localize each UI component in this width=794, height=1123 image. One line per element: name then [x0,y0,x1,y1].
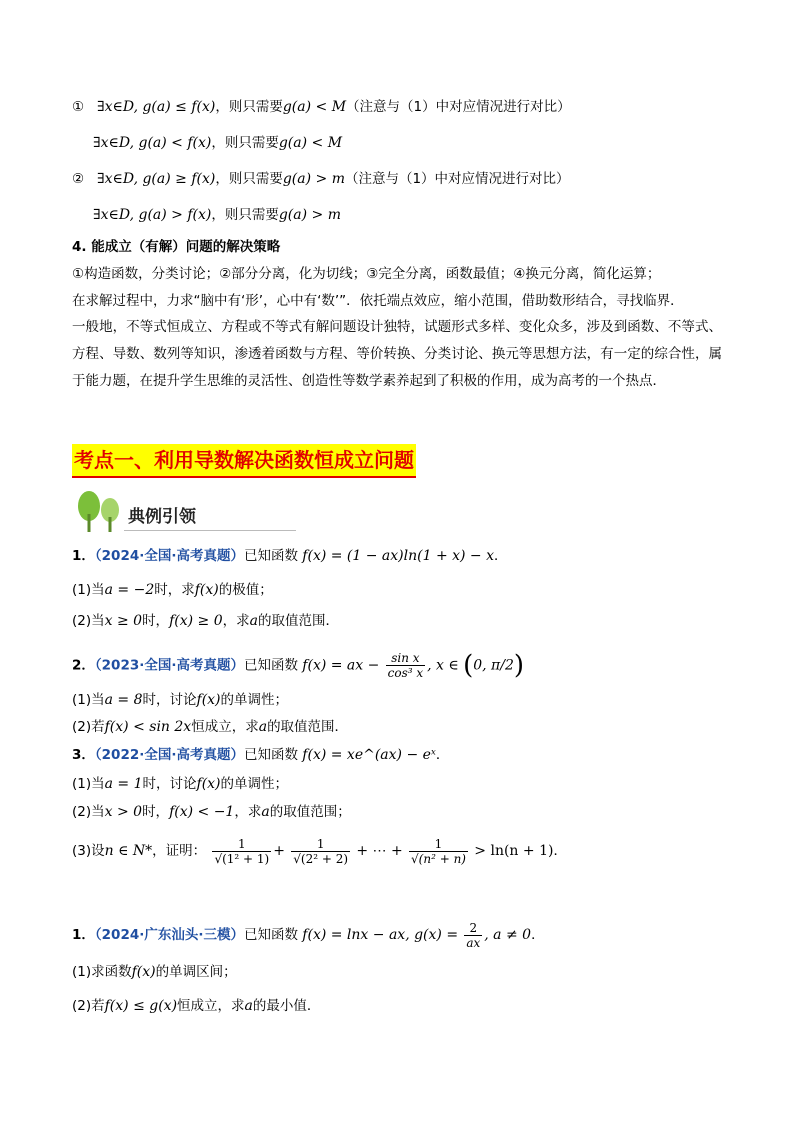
text: 已知函数 [244,747,298,763]
item-number: ② [72,171,85,187]
text: 求函数 [91,964,132,980]
math-expression: f(x) = lnx − ax, g(x) = [302,927,459,943]
fraction [212,837,271,866]
text: 当 [91,613,105,629]
text: 的单调性； [220,692,289,708]
fraction [386,651,426,680]
math-expression: g(a) < M [278,135,343,151]
math-expression: f(x) [194,582,219,598]
practice-1-part-1 [72,962,237,982]
text: 的单调区间； [155,964,237,980]
text: 时，讨论 [142,692,197,708]
text: 当 [91,692,105,708]
fraction-denominator: cos³ x [387,666,424,680]
math-expression: ∃x∈D, g(a) ≤ f(x) [96,99,216,115]
q2-part-2 [72,717,348,737]
math-expression: g(a) > m [278,207,341,223]
math-expression: 0, π/2 [473,657,514,674]
math-expression: g(a) < M [282,99,347,115]
q3-part-3: (3)设n ∈ N*，证明： $\frac{1}{\text{√(1² + 1)}}$ + $\frac{1}{\text{√(2² + 2)}}$ + ⋯ + $\frac{1}{\text{√(n² + n)}}$ > ln(n + 1)． [72,836,567,866]
question-number: 1． [72,548,95,564]
note: （注意与（1）中对应情况进行对比） [344,171,570,187]
part-label: (1) [72,582,92,598]
text: ，则只需要 [211,135,279,151]
condition-2a [72,169,570,189]
practice-question-1 [72,920,545,950]
fraction-numerator: 1 [238,836,246,851]
text: 已知函数 [244,548,298,564]
text: ，则只需要 [215,171,283,187]
text: 已知函数 [244,657,298,674]
text: ． [553,843,567,859]
text: 的最小值． [252,998,321,1014]
strategy-line-2: 在求解过程中，力求“脑中有‘形’，心中有‘数’”．依托端点效应，缩小范围，借助数形结合，寻找临界． [72,293,684,309]
condition-2b [93,205,341,225]
fraction-denominator: √(n² + n) [411,851,466,866]
fraction-numerator: 1 [434,836,443,851]
text: 当 [91,776,105,792]
text: 的极值； [218,582,273,598]
math-expression: f(x) = ax − [302,657,380,674]
part-label: (3) [72,843,92,859]
math-expression: f(x) [131,964,156,980]
question-number: 2． [72,657,95,674]
part-label: (2) [72,719,92,735]
question-source: （2024·全国·高考真题） [94,548,244,564]
math-expression: f(x) < sin 2x [104,719,192,735]
part-label: (1) [72,692,92,708]
math-expression: , a ≠ 0 [484,927,532,943]
left-paren: ( [463,650,474,681]
math-expression: ∃x∈D, g(a) ≥ f(x) [96,171,216,187]
example-question-3 [72,745,449,765]
part-label: (2) [72,613,92,629]
note: （注意与（1）中对应情况进行对比） [346,99,571,115]
q2-part-1 [72,690,288,710]
q1-part-2 [72,611,339,631]
math-expression: f(x) = xe^(ax) − eˣ [302,747,436,763]
condition-1a [72,97,571,117]
math-expression: > ln(n + 1) [474,843,554,859]
text: 的取值范围； [269,804,351,820]
fraction [409,837,468,866]
text: 时， [142,804,170,820]
text: 的单调性； [220,776,289,792]
text: 时，求 [154,582,195,598]
tree-icon [74,490,124,534]
text: 的取值范围． [257,613,339,629]
condition-1b [93,133,342,153]
math-expression: x ≥ 0 [104,613,143,629]
text: ． [531,927,545,943]
math-expression: ∃x∈D, g(a) < f(x) [93,135,212,151]
divider [124,530,296,531]
part-label: (2) [72,998,92,1014]
question-source: （2023·全国·高考真题） [94,657,244,674]
text: ，证明： [152,843,207,859]
text: ． [494,548,508,564]
math-expression: , x ∈ [427,657,459,674]
text: ，则只需要 [211,207,279,223]
example-heading [74,490,234,532]
text: 时， [142,613,170,629]
math-expression: + ⋯ + [356,843,403,859]
strategy-line-1: ①构造函数，分类讨论；②部分分离，化为切线；③完全分离，函数最值；④换元分离，简化运算； [72,266,661,282]
fraction-denominator: ax [466,935,481,950]
text: 的取值范围． [267,719,349,735]
item-number: ① [72,99,85,115]
math-expression: a = −2 [104,582,155,598]
strategy-paragraph: 一般地，不等式恒成立、方程或不等式有解问题设计独特，试题形式多样、变化众多，涉及到函数、不等式、方程、导数、数列等知识，渗透着函数与方程、等价转换、分类讨论、换元等思想方法，有一定的综合性，属于能力题，在提升学生思维的灵活性、创造性等数学素养起到了积极的作用，成为高考的一个热点． [72,319,722,389]
q3-part-1 [72,774,288,794]
part-label: (1) [72,964,92,980]
text: 时，讨论 [142,776,197,792]
math-expression: ∃x∈D, g(a) > f(x) [93,207,212,223]
question-source: （2022·全国·高考真题） [94,747,244,763]
math-expression: f(x) ≥ 0 [169,613,223,629]
math-expression: a [261,804,270,820]
text: ． [435,747,450,763]
fraction-denominator: √(1² + 1) [214,851,270,866]
text: 恒成立，求 [191,719,259,735]
math-expression: f(x) = (1 − ax)ln(1 + x) − x [302,548,495,564]
example-heading-title: 典例引领 [128,507,196,527]
q3-part-2 [72,802,351,822]
math-expression: a [244,998,253,1014]
text: 若 [91,719,105,735]
math-expression: x > 0 [104,804,143,820]
example-question-2 [72,651,524,680]
part-label: (2) [72,804,92,820]
part-label: (1) [72,776,92,792]
text: 当 [91,582,105,598]
math-expression: f(x) ≤ g(x) [104,998,178,1014]
text: 已知函数 [244,927,298,943]
math-expression: f(x) [196,692,221,708]
practice-1-part-2 [72,996,320,1016]
math-expression: a = 1 [104,776,143,792]
question-source: （2024·广东汕头·三模） [94,927,244,943]
math-expression: a [258,719,268,735]
math-expression: g(a) > m [282,171,345,187]
section-banner: 考点一、利用导数解决函数恒成立问题 [72,444,416,478]
fraction [464,921,482,950]
math-expression: a [249,613,258,629]
text: 若 [91,998,105,1014]
text: ，求 [222,613,250,629]
math-expression: n ∈ N* [104,843,153,859]
fraction-numerator: 1 [316,836,325,851]
strategy-heading: 4. 能成立（有解）问题的解决策略 [72,239,281,255]
fraction-numerator: sin x [391,651,420,665]
text: ，求 [234,804,262,820]
math-expression: f(x) [196,776,221,792]
fraction [291,837,350,866]
q1-part-1 [72,580,273,600]
question-number: 1． [72,927,95,943]
math-expression: a = 8 [104,692,143,708]
text: ，则只需要 [215,99,283,115]
text: 恒成立，求 [177,998,245,1014]
fraction-numerator: 2 [469,920,478,935]
question-number: 3． [72,747,95,763]
right-paren: ) [513,650,525,681]
math-expression: f(x) < −1 [169,804,235,820]
example-question-1 [72,546,508,566]
text: 当 [91,804,105,820]
fraction-denominator: √(2² + 2) [293,851,349,866]
text: 设 [91,843,105,859]
